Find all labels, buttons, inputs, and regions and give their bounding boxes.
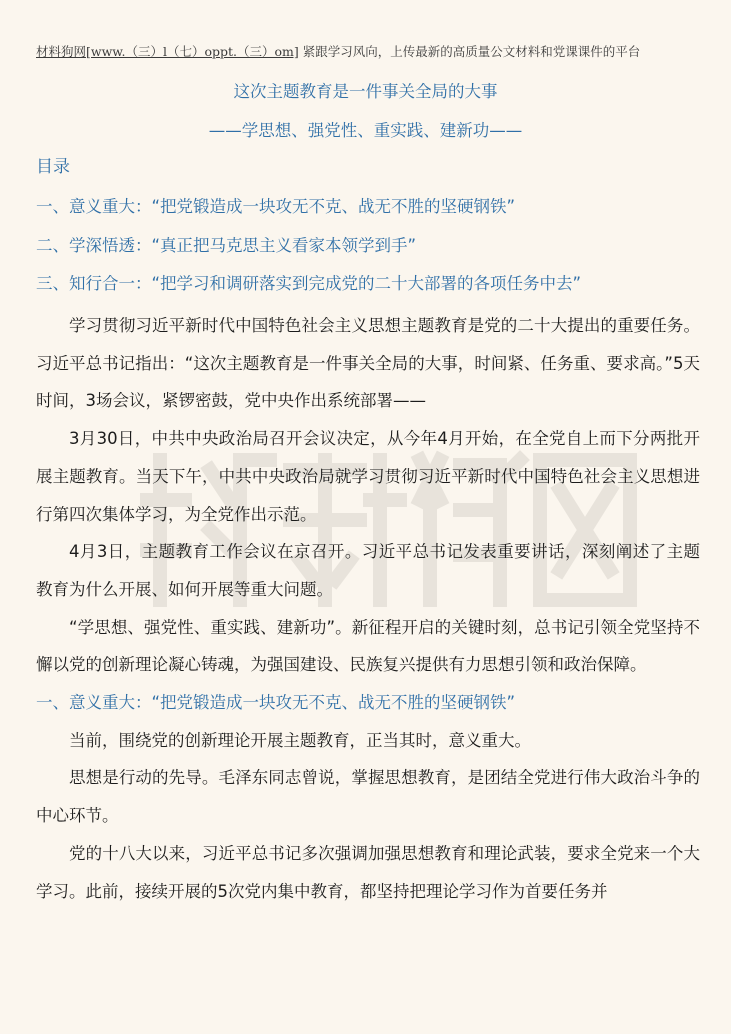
toc-heading: 目录 <box>36 157 70 177</box>
document-body <box>36 307 700 910</box>
paragraph: 当前，围绕党的创新理论开展主题教育，正当其时，意义重大。 <box>69 730 531 750</box>
paragraph: 4月3日，主题教育工作会议在京召开。习近平总书记发表重要讲话，深刻阐述了主题教育为什么开展、如何开展等重大问题。 <box>36 542 700 599</box>
toc-item-1[interactable]: 一、意义重大：“把党锻造成一块攻无不克、战无不胜的坚硬钢铁” <box>36 197 516 216</box>
toc-item-2[interactable]: 二、学深悟透：“真正把马克思主义看家本领学到手” <box>36 236 417 255</box>
paragraph: “学思想、强党性、重实践、建新功”。新征程开启的关键时刻，总书记引领全党坚持不懈以党的创新理论凝心铸魂，为强国建设、民族复兴提供有力思想引领和政治保障。 <box>36 617 700 675</box>
site-link[interactable]: 材料狗网[www.（三）l（七）oppt.（三）om] <box>36 44 299 59</box>
paragraph: 思想是行动的先导。毛泽东同志曾说，掌握思想教育，是团结全党进行伟大政治斗争的中心环节。 <box>36 768 700 826</box>
section-heading-1: 一、意义重大：“把党锻造成一块攻无不克、战无不胜的坚硬钢铁” <box>36 693 516 713</box>
paragraph: 学习贯彻习近平新时代中国特色社会主义思想主题教育是党的二十大提出的重要任务。习近平总书记指出：“这次主题教育是一件事关全局的大事，时间紧、任务重、要求高。”5天时间，3场会议，紧锣密鼓，党中央作出系统部署—— <box>36 316 700 411</box>
paragraph: 党的十八大以来，习近平总书记多次强调加强思想教育和理论武装，要求全党来一个大学习。此前，接续开展的5次党内集中教育，都坚持把理论学习作为首要任务并 <box>36 843 700 901</box>
toc-item-3[interactable]: 三、知行合一：“把学习和调研落实到完成党的二十大部署的各项任务中去” <box>36 274 582 293</box>
paragraph: 3月30日，中共中央政治局召开会议决定，从今年4月开始，在全党自上而下分两批开展主题教育。当天下午，中共中央政治局就学习贯彻习近平新时代中国特色社会主义思想进行第四次集体学习，为全党作出示范。 <box>36 429 700 524</box>
document-title: 这次主题教育是一件事关全局的大事 <box>233 82 498 101</box>
document-subtitle: ——学思想、强党性、重实践、建新功—— <box>208 121 523 140</box>
site-header <box>36 42 640 60</box>
site-tagline: 紧跟学习风向，上传最新的高质量公文材料和党课课件的平台 <box>302 44 641 59</box>
